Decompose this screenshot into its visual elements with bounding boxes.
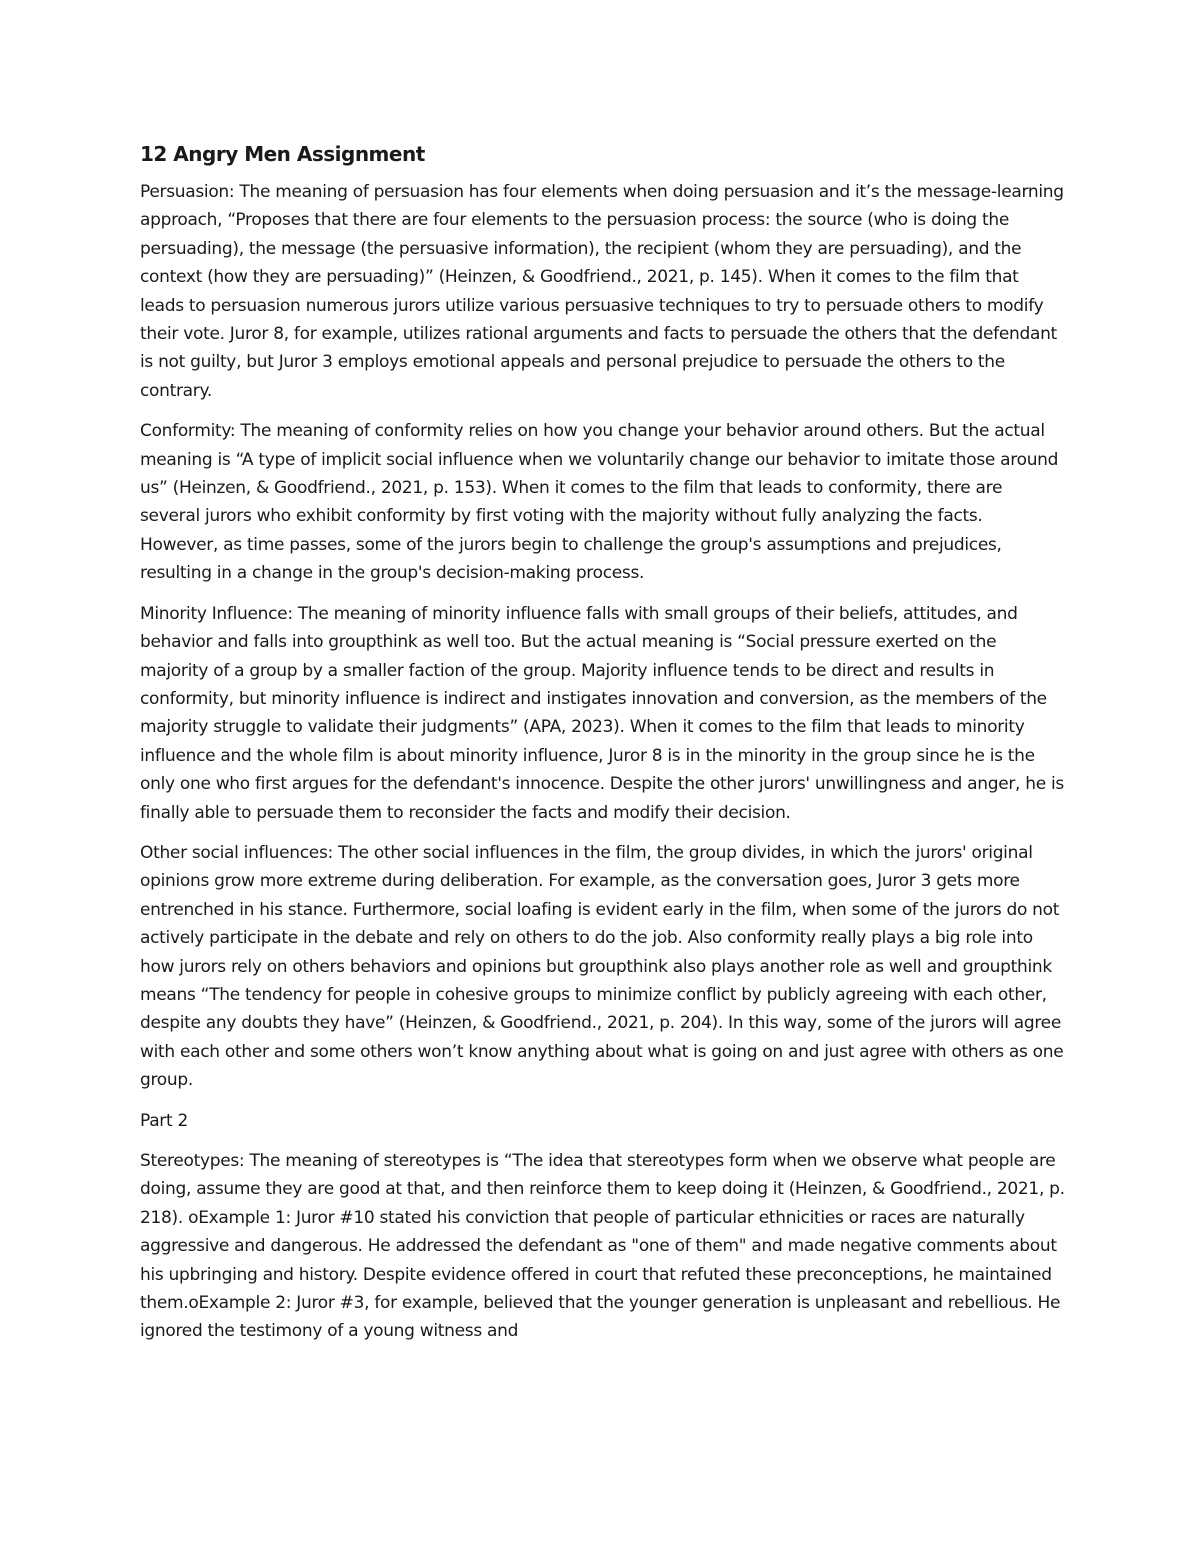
paragraph-stereotypes: Stereotypes: The meaning of stereotypes is “The idea that stereotypes form when we observe what people are doing, assume they are good at that, and then reinforce them to keep doing it (Heinzen, & Goodfriend., 2021, p. 218). oExample 1: Juror #10 stated his conviction that people of particular ethnicities or races are naturally aggressive and dangerous. He addressed the defendant as "one of them" and made negative comments about his upbringing and history. Despite evidence offered in court that refuted these preconceptions, he maintained them.oExample 2: Juror #3, for example, believed that the younger generation is unpleasant and rebellious. He ignored the testimony of a young witness and <box>140 1151 1065 1342</box>
paragraph-other-social-influences: Other social influences: The other social influences in the film, the group divides, in which the jurors' original opinions grow more extreme during deliberation. For example, as the conversation goes, Juror 3 gets more entrenched in his stance. Furthermore, social loafing is evident early in the film, when some of the jurors do not actively participate in the debate and rely on others to do the job. Also conformity really plays a big role into how jurors rely on others behaviors and opinions but groupthink also plays another role as well and groupthink means “The tendency for people in cohesive groups to minimize conflict by publicly agreeing with each other, despite any doubts they have” (Heinzen, & Goodfriend., 2021, p. 204). In this way, some of the jurors will agree with each other and some others won’t know anything about what is going on and just agree with others as one group. <box>140 842 1064 1091</box>
paragraph-conformity: Conformity: The meaning of conformity relies on how you change your behavior around others. But the actual meaning is “A type of implicit social influence when we voluntarily change our behavior to imitate those around us” (Heinzen, & Goodfriend., 2021, p. 153). When it comes to the film that leads to conformity, there are several jurors who exhibit conformity by first voting with the majority without fully analyzing the facts. However, as time passes, some of the jurors begin to challenge the group's assumptions and prejudices, resulting in a change in the group's decision-making process. <box>140 421 1059 584</box>
document-title: 12 Angry Men Assignment <box>140 142 425 166</box>
document-body <box>140 140 1065 1358</box>
paragraph-persuasion: Persuasion: The meaning of persuasion has four elements when doing persuasion and it’s the message-learning approach, “Proposes that there are four elements to the persuasion process: the source (who is doing the persuading), the message (the persuasive information), the recipient (whom they are persuading), and the context (how they are persuading)” (Heinzen, & Goodfriend., 2021, p. 145). When it comes to the film that leads to persuasion numerous jurors utilize various persuasive techniques to try to persuade others to modify their vote. Juror 8, for example, utilizes rational arguments and facts to persuade the others that the defendant is not guilty, but Juror 3 employs emotional appeals and personal prejudice to persuade the others to the contrary. <box>140 182 1064 401</box>
paragraph-minority-influence: Minority Influence: The meaning of minority influence falls with small groups of their beliefs, attitudes, and behavior and falls into groupthink as well too. But the actual meaning is “Social pressure exerted on the majority of a group by a smaller faction of the group. Majority influence tends to be direct and results in conformity, but minority influence is indirect and instigates innovation and conversion, as the members of the majority struggle to validate their judgments” (APA, 2023). When it comes to the film that leads to minority influence and the whole film is about minority influence, Juror 8 is in the minority in the group since he is the only one who first argues for the defendant's innocence. Despite the other jurors' unwillingness and anger, he is finally able to persuade them to reconsider the facts and modify their decision. <box>140 603 1064 823</box>
section-heading-part-2: Part 2 <box>140 1110 188 1131</box>
